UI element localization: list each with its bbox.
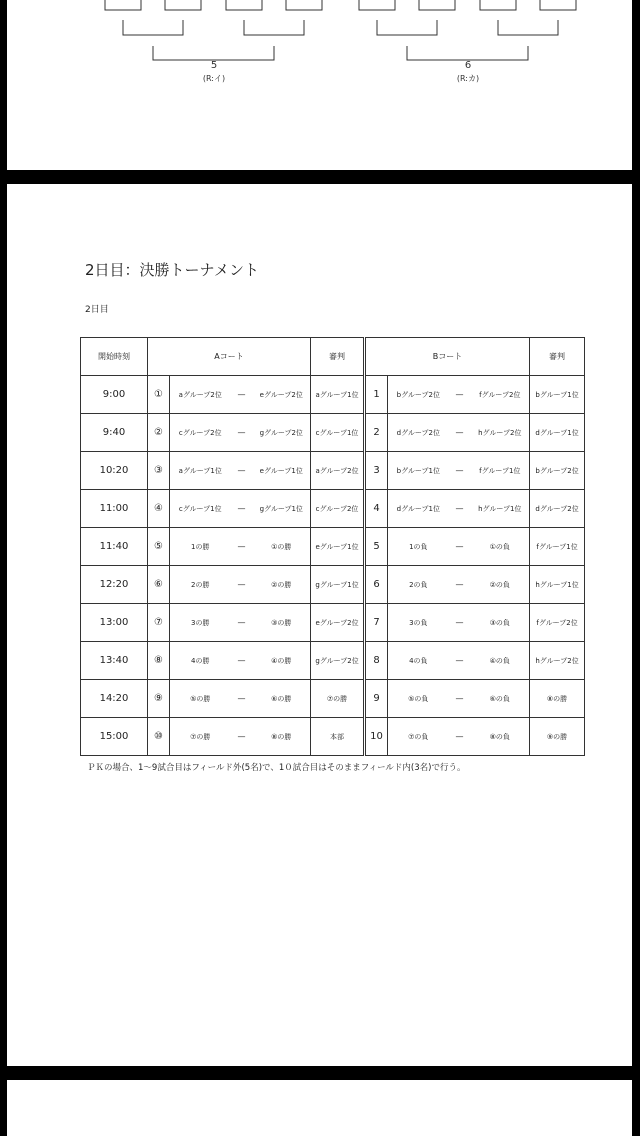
court-b-dash: — bbox=[449, 452, 471, 490]
bracket-line bbox=[407, 46, 528, 60]
bracket-line bbox=[153, 46, 274, 60]
match-time: 10:20 bbox=[81, 452, 148, 490]
court-b-match-number: 3 bbox=[365, 452, 388, 490]
header-referee-b: 審判 bbox=[530, 338, 585, 376]
court-a-referee: gグループ1位 bbox=[311, 566, 365, 604]
header-court-a: Aコート bbox=[148, 338, 311, 376]
court-a-home-team: 1の勝 bbox=[170, 528, 231, 566]
pk-note: ＰＫの場合、1～9試合目はフィールド外(5名)で、1０試合目はそのままフィールド内(3名)で行う。 bbox=[87, 763, 466, 773]
court-b-dash: — bbox=[449, 414, 471, 452]
team-box bbox=[286, 0, 322, 10]
court-a-dash: — bbox=[231, 414, 253, 452]
table-row bbox=[81, 680, 585, 718]
bracket-line bbox=[498, 20, 558, 35]
court-a-home-team: ⑤の勝 bbox=[170, 680, 231, 718]
team-box bbox=[165, 0, 201, 10]
match-time: 11:40 bbox=[81, 528, 148, 566]
team-box bbox=[226, 0, 262, 10]
court-b-dash: — bbox=[449, 604, 471, 642]
match-time: 11:00 bbox=[81, 490, 148, 528]
court-b-match-number: 8 bbox=[365, 642, 388, 680]
table-header-row bbox=[81, 338, 585, 376]
court-a-home-team: cグループ2位 bbox=[170, 414, 231, 452]
court-a-away-team: ②の勝 bbox=[253, 566, 311, 604]
bracket-diagram bbox=[7, 0, 632, 170]
court-a-match-number: ⑤ bbox=[148, 528, 170, 566]
table-row bbox=[81, 718, 585, 756]
court-a-match-number: ⑧ bbox=[148, 642, 170, 680]
schedule-table bbox=[80, 337, 585, 756]
court-a-referee: 本部 bbox=[311, 718, 365, 756]
team-box bbox=[359, 0, 395, 10]
court-a-away-team: gグループ1位 bbox=[253, 490, 311, 528]
court-b-referee: fグループ2位 bbox=[530, 604, 585, 642]
court-b-home-team: 4の負 bbox=[388, 642, 449, 680]
match-time: 9:00 bbox=[81, 376, 148, 414]
court-a-home-team: 3の勝 bbox=[170, 604, 231, 642]
court-b-dash: — bbox=[449, 718, 471, 756]
match-time: 9:40 bbox=[81, 414, 148, 452]
bracket-line bbox=[244, 20, 304, 35]
court-b-home-team: bグループ1位 bbox=[388, 452, 449, 490]
court-b-away-team: ⑥の負 bbox=[471, 680, 530, 718]
court-a-home-team: aグループ2位 bbox=[170, 376, 231, 414]
court-a-referee: aグループ2位 bbox=[311, 452, 365, 490]
team-box bbox=[480, 0, 516, 10]
court-a-dash: — bbox=[231, 680, 253, 718]
court-a-away-team: ④の勝 bbox=[253, 642, 311, 680]
court-b-dash: — bbox=[449, 566, 471, 604]
court-a-match-number: ⑥ bbox=[148, 566, 170, 604]
court-a-dash: — bbox=[231, 528, 253, 566]
table-row bbox=[81, 642, 585, 680]
court-b-match-number: 2 bbox=[365, 414, 388, 452]
court-a-referee: ⑦の勝 bbox=[311, 680, 365, 718]
court-b-referee: fグループ1位 bbox=[530, 528, 585, 566]
match-time: 14:20 bbox=[81, 680, 148, 718]
court-a-referee: cグループ2位 bbox=[311, 490, 365, 528]
court-a-dash: — bbox=[231, 490, 253, 528]
court-b-match-number: 9 bbox=[365, 680, 388, 718]
court-a-away-team: ①の勝 bbox=[253, 528, 311, 566]
court-b-referee: bグループ1位 bbox=[530, 376, 585, 414]
page-bracket bbox=[7, 0, 632, 170]
court-b-away-team: ⑧の負 bbox=[471, 718, 530, 756]
team-box bbox=[419, 0, 455, 10]
court-b-home-team: 3の負 bbox=[388, 604, 449, 642]
court-a-match-number: ⑨ bbox=[148, 680, 170, 718]
court-b-referee: hグループ2位 bbox=[530, 642, 585, 680]
court-b-match-number: 4 bbox=[365, 490, 388, 528]
round-label: 5 bbox=[210, 60, 218, 71]
court-a-dash: — bbox=[231, 452, 253, 490]
court-a-dash: — bbox=[231, 718, 253, 756]
court-b-referee: dグループ2位 bbox=[530, 490, 585, 528]
table-row bbox=[81, 604, 585, 642]
table-row bbox=[81, 452, 585, 490]
court-b-referee: ⑧の勝 bbox=[530, 680, 585, 718]
court-a-home-team: ⑦の勝 bbox=[170, 718, 231, 756]
court-a-referee: gグループ2位 bbox=[311, 642, 365, 680]
table-row bbox=[81, 566, 585, 604]
court-b-away-team: fグループ1位 bbox=[471, 452, 530, 490]
court-a-referee: cグループ1位 bbox=[311, 414, 365, 452]
section-subtitle: 2日目 bbox=[85, 305, 109, 315]
court-b-home-team: ⑦の負 bbox=[388, 718, 449, 756]
team-box bbox=[105, 0, 141, 10]
court-a-away-team: ⑧の勝 bbox=[253, 718, 311, 756]
court-b-away-team: ②の負 bbox=[471, 566, 530, 604]
court-a-match-number: ① bbox=[148, 376, 170, 414]
table-row bbox=[81, 414, 585, 452]
court-a-away-team: ③の勝 bbox=[253, 604, 311, 642]
court-b-home-team: 2の負 bbox=[388, 566, 449, 604]
court-a-away-team: eグループ2位 bbox=[253, 376, 311, 414]
court-a-dash: — bbox=[231, 376, 253, 414]
bracket-line bbox=[123, 20, 183, 35]
header-start-time: 開始時刻 bbox=[81, 338, 148, 376]
court-b-home-team: 1の負 bbox=[388, 528, 449, 566]
court-b-match-number: 1 bbox=[365, 376, 388, 414]
match-time: 13:00 bbox=[81, 604, 148, 642]
court-a-away-team: gグループ2位 bbox=[253, 414, 311, 452]
court-b-home-team: bグループ2位 bbox=[388, 376, 449, 414]
table-row bbox=[81, 376, 585, 414]
bracket-line bbox=[377, 20, 437, 35]
court-b-dash: — bbox=[449, 680, 471, 718]
team-box bbox=[540, 0, 576, 10]
court-b-home-team: dグループ2位 bbox=[388, 414, 449, 452]
court-a-home-team: cグループ1位 bbox=[170, 490, 231, 528]
table-row bbox=[81, 490, 585, 528]
court-b-away-team: ①の負 bbox=[471, 528, 530, 566]
court-b-away-team: hグループ2位 bbox=[471, 414, 530, 452]
court-b-home-team: ⑤の負 bbox=[388, 680, 449, 718]
page-schedule bbox=[7, 184, 632, 1066]
court-a-match-number: ⑩ bbox=[148, 718, 170, 756]
court-a-referee: eグループ2位 bbox=[311, 604, 365, 642]
header-court-b: Bコート bbox=[365, 338, 530, 376]
round-label: 6 bbox=[464, 60, 472, 71]
court-b-dash: — bbox=[449, 490, 471, 528]
round-referee: (R:カ) bbox=[456, 74, 480, 83]
court-b-away-team: ③の負 bbox=[471, 604, 530, 642]
court-a-dash: — bbox=[231, 642, 253, 680]
court-b-match-number: 10 bbox=[365, 718, 388, 756]
court-b-dash: — bbox=[449, 642, 471, 680]
court-b-dash: — bbox=[449, 376, 471, 414]
court-a-match-number: ④ bbox=[148, 490, 170, 528]
header-referee-a: 審判 bbox=[311, 338, 365, 376]
court-a-home-team: aグループ1位 bbox=[170, 452, 231, 490]
match-time: 15:00 bbox=[81, 718, 148, 756]
round-referee: (R:イ) bbox=[202, 74, 226, 83]
court-a-match-number: ② bbox=[148, 414, 170, 452]
court-a-dash: — bbox=[231, 566, 253, 604]
court-b-away-team: ④の負 bbox=[471, 642, 530, 680]
court-b-referee: hグループ1位 bbox=[530, 566, 585, 604]
court-a-home-team: 4の勝 bbox=[170, 642, 231, 680]
court-b-away-team: hグループ1位 bbox=[471, 490, 530, 528]
court-b-home-team: dグループ1位 bbox=[388, 490, 449, 528]
court-b-match-number: 7 bbox=[365, 604, 388, 642]
court-a-away-team: eグループ1位 bbox=[253, 452, 311, 490]
court-a-away-team: ⑥の勝 bbox=[253, 680, 311, 718]
court-b-referee: dグループ1位 bbox=[530, 414, 585, 452]
court-a-referee: aグループ1位 bbox=[311, 376, 365, 414]
court-a-referee: eグループ1位 bbox=[311, 528, 365, 566]
court-b-away-team: fグループ2位 bbox=[471, 376, 530, 414]
table-row bbox=[81, 528, 585, 566]
court-b-referee: ⑨の勝 bbox=[530, 718, 585, 756]
court-b-referee: bグループ2位 bbox=[530, 452, 585, 490]
court-a-dash: — bbox=[231, 604, 253, 642]
match-time: 12:20 bbox=[81, 566, 148, 604]
court-b-match-number: 5 bbox=[365, 528, 388, 566]
match-time: 13:40 bbox=[81, 642, 148, 680]
section-title: 2日目：決勝トーナメント bbox=[85, 261, 259, 279]
page-next bbox=[7, 1080, 632, 1136]
court-b-match-number: 6 bbox=[365, 566, 388, 604]
court-a-home-team: 2の勝 bbox=[170, 566, 231, 604]
court-a-match-number: ⑦ bbox=[148, 604, 170, 642]
court-a-match-number: ③ bbox=[148, 452, 170, 490]
court-b-dash: — bbox=[449, 528, 471, 566]
